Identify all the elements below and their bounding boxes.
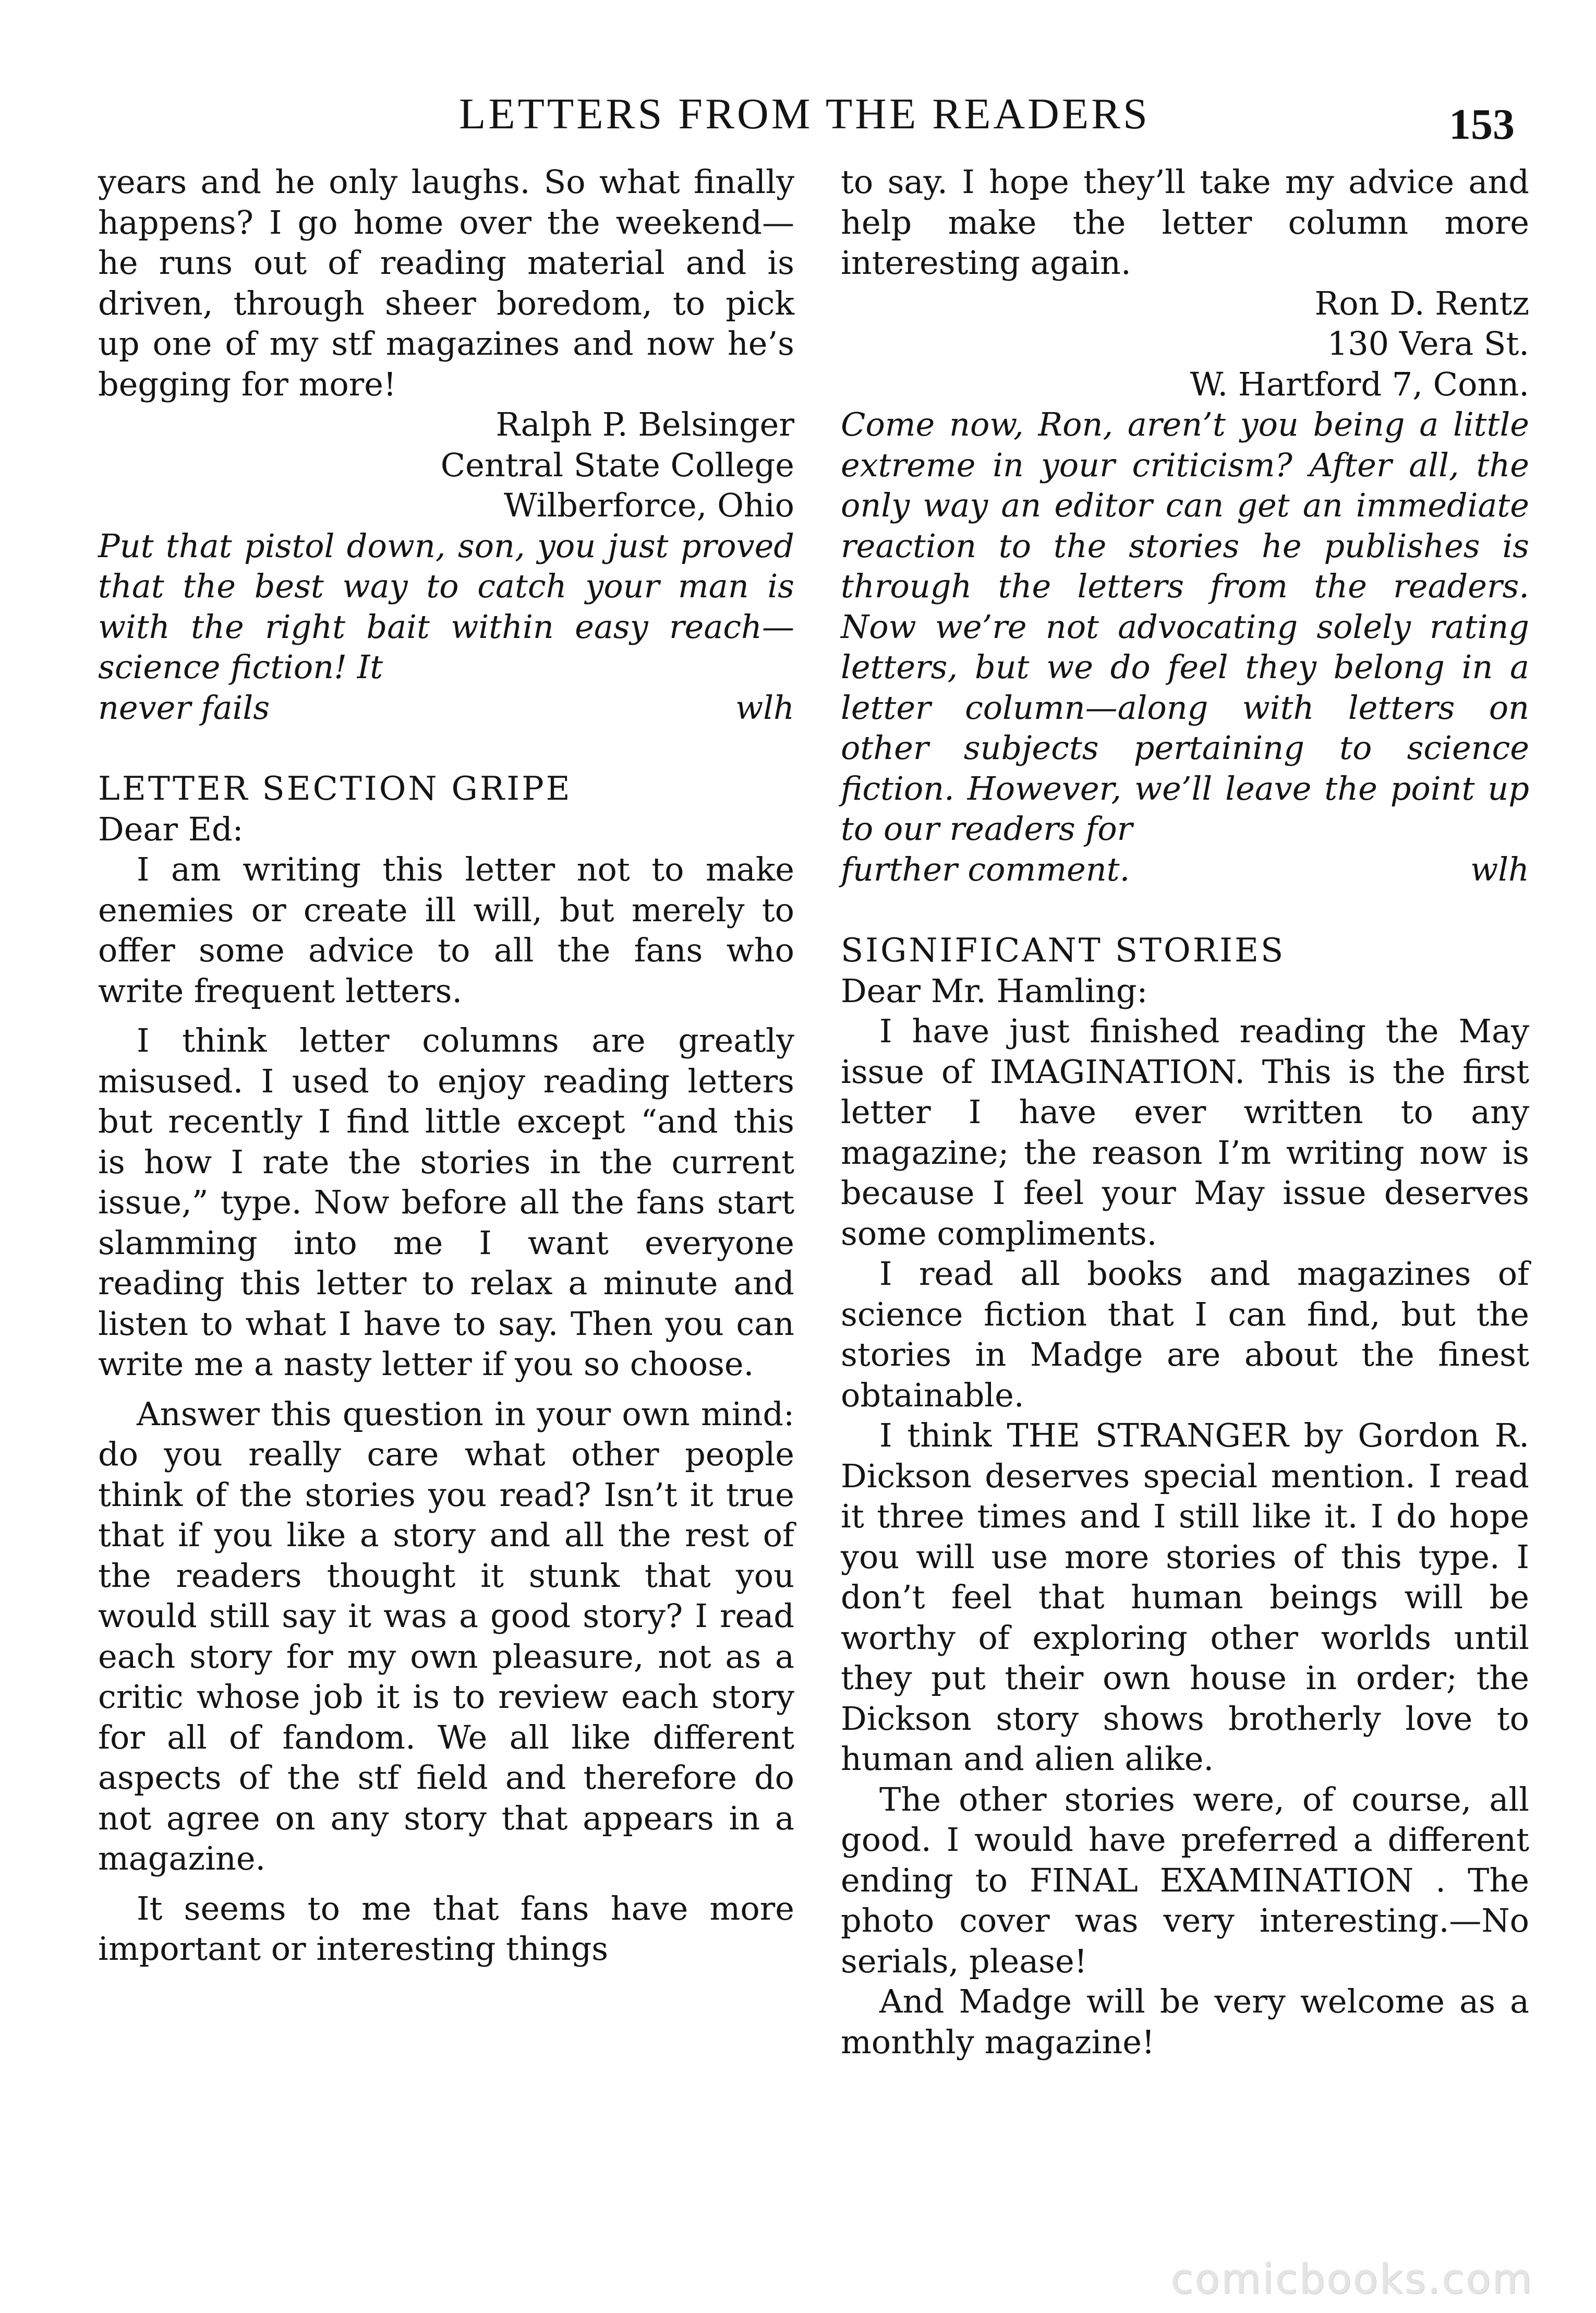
editor-reply-end xyxy=(841,849,1529,890)
letter-signature xyxy=(841,283,1529,405)
letter-paragraph: I think letter columns are greatly misused. I used to enjoy reading letters but recently I find little except “and this is how I rate the stories in the current issue,” type. Now before all the fans start slamming into me I want everyone reading this letter to relax a minute and listen to what I have to say. Then you can write me a nasty letter if you so choose. xyxy=(98,1021,794,1383)
letter-paragraph: I read all books and magazines of science fiction that I can find, but the stories in Madge are about the finest obtainable. xyxy=(841,1255,1529,1414)
letter-continuation: years and he only laughs. So what finally happens? I go home over the weekend—he runs out of reading material and is driven, through sheer boredom, to pick up one of my stf magazines and now he’s begging for more! xyxy=(98,163,794,403)
editor-reply xyxy=(98,526,794,728)
running-title: LETTERS FROM THE READERS xyxy=(459,90,1150,138)
signature-location: W. Hartford 7, Conn. xyxy=(1190,365,1529,403)
letter-salutation: Dear Ed: xyxy=(98,810,244,848)
letter-paragraph: The other stories were, of course, all good. I would have preferred a different ending to FINAL EXAMINATION . The photo cover was very interesting.—No serials, please! xyxy=(841,1780,1529,1980)
page-number: 153 xyxy=(1449,100,1515,149)
editor-initials: wlh xyxy=(735,688,794,727)
letter-paragraph: I think THE STRANGER by Gordon R. Dickson deserves special mention. I read it three times and I still like it. I do hope you will use more stories of this type. I don’t feel that human beings will be worthy of exploring other worlds until they put their own house in order; the Dickson story shows brotherly love to human and alien alike. xyxy=(841,1416,1529,1778)
section-heading: LETTER SECTION GRIPE xyxy=(98,769,572,808)
signature-location: Wilberforce, Ohio xyxy=(504,486,794,524)
signature-name: Ralph P. Belsinger xyxy=(495,405,794,443)
signature-name: Ron D. Rentz xyxy=(1314,284,1529,322)
section-heading: SIGNIFICANT STORIES xyxy=(841,931,1286,969)
editor-initials: wlh xyxy=(1470,850,1529,888)
watermark: comicbooks.com xyxy=(1171,2256,1534,2303)
signature-street: 130 Vera St. xyxy=(1327,324,1529,363)
letter-continuation: to say. I hope they’ll take my advice and help make the letter column more interesting again. xyxy=(841,163,1529,282)
editor-reply-text: Put that pistol down, son, you just proved that the best way to catch your man is with the right bait within easy reach—science fiction! It xyxy=(98,526,794,686)
editor-reply-text: Come now, Ron, aren’t you being a little extreme in your criticism? After all, the only way an editor can get an immediate reaction to the stories he publishes is through the letters from the readers. Now we’re not advocating solely rating letters, but we do feel they belong in a letter column—along with letters on other subjects pertaining to science fiction. However, we’ll leave the point up to our readers for xyxy=(841,405,1529,848)
letter-signature xyxy=(98,404,794,526)
left-column xyxy=(98,162,794,1969)
editor-reply-last-line: further comment. xyxy=(841,850,1130,888)
letter-salutation: Dear Mr. Hamling: xyxy=(841,971,1148,1010)
page-header xyxy=(0,78,1596,162)
letter-paragraph: It seems to me that fans have more important or interesting things xyxy=(98,1889,794,1968)
editor-reply-end xyxy=(98,688,794,728)
letter-paragraph: Answer this question in your own mind: do you really care what other people think of the stories you read? Isn’t it true that if you like a story and all the rest of the readers thought it stunk that you would still say it was a good story? I read each story for my own pleasure, not as a critic whose job it is to review each story for all of fandom. We all like different aspects of the stf field and therefore do not agree on any story that appears in a magazine. xyxy=(98,1394,794,1877)
right-column xyxy=(841,162,1529,2062)
editor-reply-last-line: never fails xyxy=(98,688,270,727)
editor-reply xyxy=(841,404,1529,889)
letter-paragraph: I am writing this letter not to make enemies or create ill will, but merely to offer some advice to all the fans who write frequent letters. xyxy=(98,850,794,1010)
letter-paragraph: I have just finished reading the May issue of IMAGINATION. This is the first letter I have ever written to any magazine; the reason I’m writing now is because I feel your May issue deserves some compliments. xyxy=(841,1012,1529,1252)
signature-institution: Central State College xyxy=(440,445,794,484)
letter-paragraph: And Madge will be very welcome as a monthly magazine! xyxy=(841,1982,1529,2061)
